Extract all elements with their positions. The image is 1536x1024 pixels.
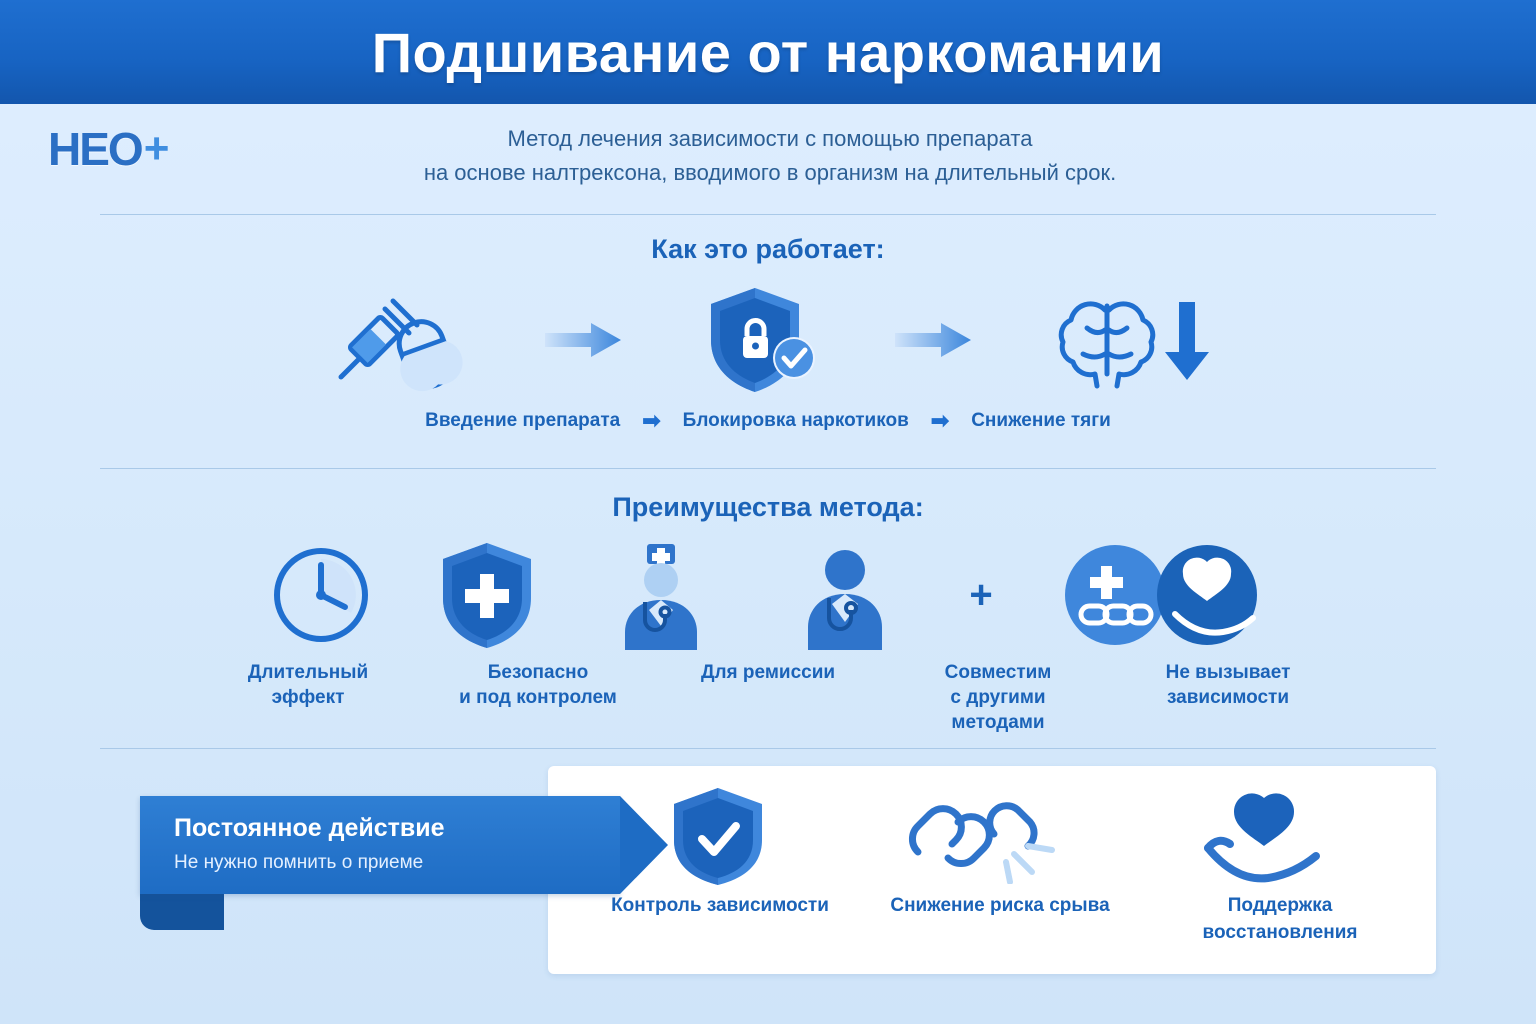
bottom-label-3-line-1: Поддержка — [1227, 895, 1333, 916]
bottom-icons — [600, 788, 1400, 884]
brand-name: НЕО — [48, 123, 142, 175]
ribbon-tail — [140, 894, 224, 930]
brand-logo — [48, 118, 248, 180]
broken-chain-icon — [902, 788, 1062, 884]
divider-bottom — [100, 748, 1436, 749]
benefit-label-2-line-1: Безопасно — [487, 662, 589, 683]
benefit-label-1: Длительный эффект — [247, 662, 369, 708]
doctor-icon — [601, 540, 721, 650]
subtitle-line-1: Метод лечения зависимости с помощью препарата — [507, 126, 1033, 151]
benefits-icons — [0, 540, 1536, 650]
subtitle — [300, 122, 1240, 190]
benefit-label-4-line-3: методами — [951, 712, 1045, 733]
subtitle-line-2: на основе налтрексона, вводимого в организм на длительный срок. — [423, 160, 1117, 185]
plus-separator-icon: + — [969, 573, 993, 617]
how-it-works-labels — [0, 408, 1536, 434]
brand-plus-icon: + — [143, 124, 170, 173]
shield-cross-icon — [437, 540, 537, 650]
patient-stethoscope-icon — [785, 540, 905, 650]
shield-check-icon — [666, 786, 770, 886]
benefit-label-3: Для ремиссии — [700, 662, 836, 683]
flow-arrow-icon-2 — [895, 323, 971, 357]
benefit-label-4-line-2: с другими — [950, 687, 1046, 708]
section-title-how-it-works: Как это работает: — [651, 234, 885, 264]
flow-arrow-icon-1 — [545, 323, 621, 357]
page-title: Подшивание от наркомании — [371, 20, 1165, 84]
brain-down-arrow-icon — [1043, 284, 1213, 396]
header-bar — [0, 0, 1536, 104]
divider-top — [100, 214, 1436, 215]
chain-heart-icon — [1057, 542, 1267, 648]
benefit-label-2-line-2: и под контролем — [459, 687, 617, 708]
how-it-works-icons — [0, 280, 1536, 400]
label-arrow-icon-1: ➡ — [642, 408, 661, 433]
ribbon-subtitle: Не нужно помнить о приеме — [174, 852, 424, 873]
bottom-label-3 — [1165, 892, 1395, 946]
benefit-label-5-line-1: Не вызывает — [1165, 662, 1291, 683]
label-arrow-icon-2: ➡ — [930, 408, 950, 433]
bottom-label-2: Снижение риска срыва — [890, 895, 1110, 916]
how-step-label-2: Блокировка наркотиков — [682, 410, 909, 431]
syringe-capsule-icon — [323, 285, 473, 395]
benefit-label-5-line-2: зависимости — [1166, 687, 1290, 708]
bottom-label-1: Контроль зависимости — [611, 895, 829, 916]
bottom-labels — [580, 892, 1420, 946]
ribbon-banner — [140, 796, 620, 894]
shield-lock-icon — [693, 284, 823, 396]
benefits-labels — [0, 660, 1536, 735]
benefit-label-5 — [1133, 660, 1323, 710]
section-title-benefits: Преимущества метода: — [612, 492, 924, 522]
how-step-label-3: Снижение тяги — [971, 410, 1111, 431]
clock-icon — [269, 543, 373, 647]
benefit-label-4 — [903, 660, 1093, 735]
how-step-label-1: Введение препарата — [425, 410, 621, 431]
ribbon-title: Постоянное действие — [174, 814, 445, 842]
benefit-label-2 — [443, 660, 633, 710]
divider-middle — [100, 468, 1436, 469]
bottom-label-3-line-2: восстановления — [1202, 922, 1358, 943]
benefit-label-4-line-1: Совместим — [944, 662, 1052, 683]
hand-heart-icon — [1194, 788, 1334, 884]
